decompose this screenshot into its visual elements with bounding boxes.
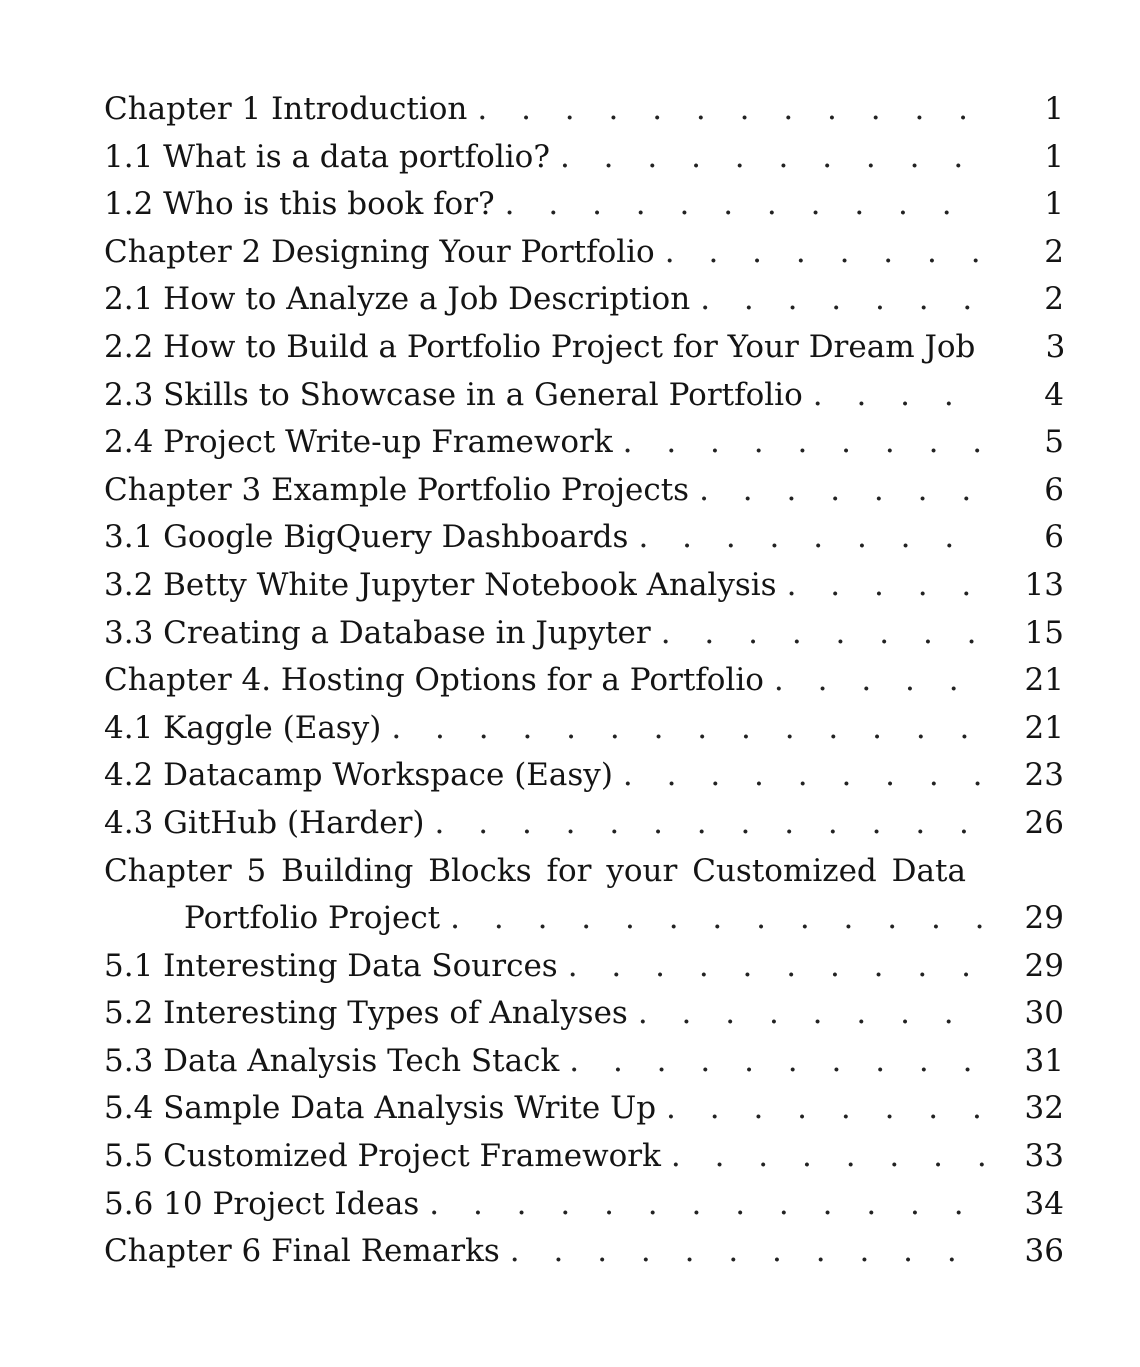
toc-entry[interactable] [104,943,1064,991]
title-word: for [546,852,592,889]
toc-entry[interactable] [104,467,1064,515]
toc-entry-title: 1.1 What is a data portfolio? [104,138,550,175]
dot-leader [510,1228,984,1276]
toc-entry-title: Chapter 6 Final Remarks [104,1233,500,1270]
toc-entry[interactable] [104,1038,1064,1086]
toc-entry-title: 4.3 GitHub (Harder) [104,804,425,841]
toc-entry-page: 5 [1044,424,1064,461]
toc-entry-title: 3.2 Betty White Jupyter Notebook Analysis [104,566,777,603]
toc-entry[interactable] [104,1085,1064,1133]
toc-entry[interactable] [104,705,1064,753]
toc-entry-page: 31 [1024,1042,1064,1079]
toc-entry-title: 4.2 Datacamp Workspace (Easy) [104,757,613,794]
toc-entry-title: 3.1 Google BigQuery Dashboards [104,519,629,556]
toc-entry-page: 6 [1044,471,1064,508]
toc-entry[interactable] [104,372,1064,420]
toc-entry-page: 1 [1044,186,1064,223]
toc-entry-page: 1 [1044,91,1064,127]
toc-entry[interactable] [104,990,1064,1038]
toc-entry-page: 15 [1024,614,1064,651]
dot-leader [813,372,984,420]
dot-leader [671,1133,984,1181]
dot-leader [700,276,984,324]
toc-entry-title: Chapter 3 Example Portfolio Projects [104,471,690,508]
toc-entry-title: 5.4 Sample Data Analysis Write Up [104,1090,657,1127]
toc-entry-page: 33 [1024,1138,1064,1175]
toc-entry-page: 2 [1044,281,1064,318]
toc-entry-page: 13 [1024,566,1064,603]
toc-entry-wrapped-line-1[interactable] [104,848,1064,896]
toc-entry[interactable] [104,276,1064,324]
toc-entry[interactable] [104,610,1064,658]
toc-entry[interactable] [104,229,1064,277]
dot-leader [623,419,984,467]
toc-entry[interactable] [104,181,1064,229]
toc-entry[interactable] [104,86,1064,134]
toc-entry-page: 1 [1044,138,1064,175]
toc-entry-title: 5.2 Interesting Types of Analyses [104,995,628,1032]
toc-entry-wrapped-line-2[interactable] [104,895,1064,943]
toc-entry-title: 4.1 Kaggle (Easy) [104,709,382,746]
dot-leader [450,895,984,943]
toc-entry-page: 36 [1024,1233,1064,1270]
table-of-contents [104,86,1064,1276]
toc-entry-title: 5.5 Customized Project Framework [104,1138,661,1175]
toc-entry-page: 34 [1024,1185,1064,1222]
toc-entry-title: 3.3 Creating a Database in Jupyter [104,614,651,651]
toc-entry-page: 21 [1024,709,1064,746]
toc-entry-title: Chapter 1 Introduction [104,91,468,127]
dot-leader [391,705,984,753]
toc-entry-page: 6 [1044,519,1064,556]
dot-leader [665,229,984,277]
title-word: Blocks [428,852,532,889]
toc-entry-title: 5.6 10 Project Ideas [104,1185,420,1222]
toc-entry[interactable] [104,752,1064,800]
dot-leader [666,1085,984,1133]
toc-entry-title-continued: Portfolio Project [184,900,441,937]
toc-entry[interactable] [104,419,1064,467]
toc-entry-page: 32 [1024,1090,1064,1127]
dot-leader [568,943,984,991]
toc-entry-title: Chapter 4. Hosting Options for a Portfolio [104,662,764,699]
toc-entry-title: 5.3 Data Analysis Tech Stack [104,1042,560,1079]
title-word: Data [891,852,966,889]
toc-entry[interactable] [104,562,1064,610]
toc-entry-title: 2.3 Skills to Showcase in a General Portfolio [104,376,803,413]
title-word: Customized [692,852,877,889]
toc-entry[interactable] [104,800,1064,848]
title-word: your [606,852,678,889]
toc-entry-page: 23 [1024,757,1064,794]
toc-entry-title: 1.2 Who is this book for? [104,186,495,223]
toc-entry[interactable] [104,1133,1064,1181]
toc-entry-title: 2.4 Project Write-up Framework [104,424,613,461]
toc-entry-page: 26 [1024,804,1064,841]
dot-leader [638,514,984,562]
dot-leader [435,800,984,848]
toc-entry[interactable] [104,514,1064,562]
toc-entry-title: 2.1 How to Analyze a Job Description [104,281,691,318]
toc-entry-page: 29 [1024,947,1064,984]
toc-entry-title: 5.1 Interesting Data Sources [104,947,558,984]
dot-leader [638,990,984,1038]
dot-leader [661,610,984,658]
dot-leader [477,86,984,134]
toc-entry-page: 29 [1024,900,1064,937]
toc-entry[interactable] [104,324,1064,372]
toc-entry-page: 4 [1044,376,1064,413]
dot-leader [505,181,984,229]
toc-entry[interactable] [104,657,1064,705]
toc-entry-title: Chapter 2 Designing Your Portfolio [104,233,655,270]
toc-entry-title: 2.2 How to Build a Portfolio Project for Your Dream Job [104,328,976,365]
dot-leader [699,467,984,515]
toc-entry-title [104,848,966,896]
toc-entry[interactable] [104,1181,1064,1229]
dot-leader [787,562,984,610]
dot-leader [560,134,984,182]
title-word: Chapter [104,852,232,889]
toc-entry-page: 3 [1045,328,1066,365]
toc-entry-page: 30 [1024,995,1064,1032]
title-word: Building [281,852,414,889]
toc-entry[interactable] [104,1228,1064,1276]
dot-leader [623,752,984,800]
title-word: 5 [246,852,267,889]
dot-leader [429,1181,984,1229]
dot-leader [569,1038,984,1086]
toc-entry-page: 2 [1044,233,1064,270]
toc-entry-page: 21 [1024,662,1064,699]
dot-leader [774,657,984,705]
toc-entry[interactable] [104,134,1064,182]
